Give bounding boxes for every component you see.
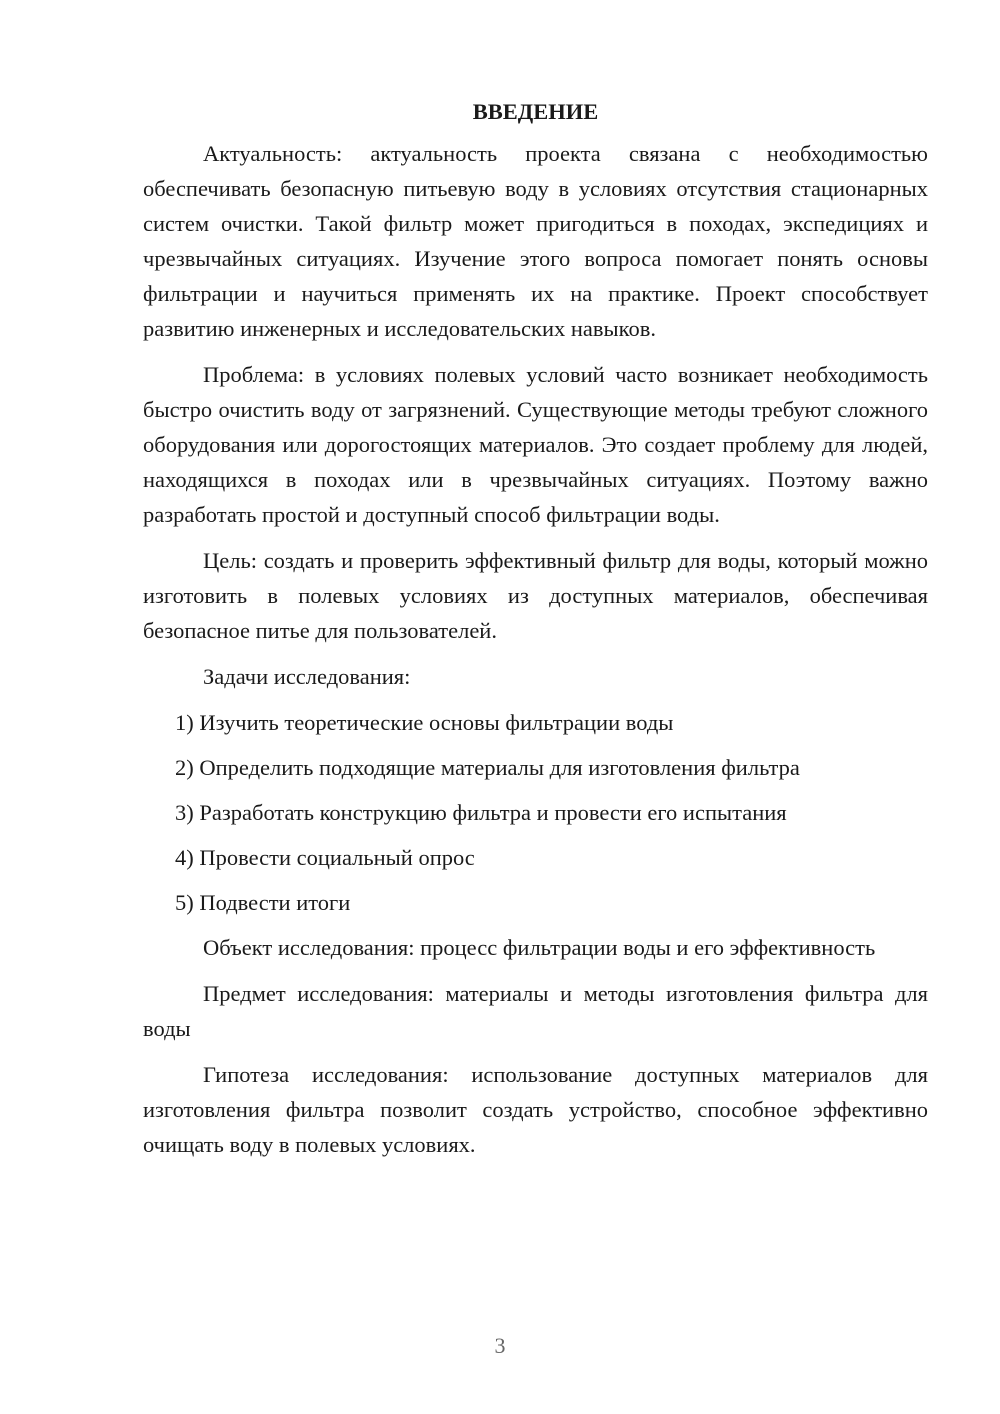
paragraph-problem: Проблема: в условиях полевых условий часто возникает необходимость быстро очистить воду от загрязнений. Существующие методы требуют сложного оборудования или дорогостоящих материалов. Это создает проблему для людей, находящихся в походах или в чрезвычайных ситуациях. Поэтому важно разработать простой и доступный способ фильтрации воды. bbox=[143, 362, 928, 527]
page-title: ВВЕДЕНИЕ bbox=[472, 99, 599, 124]
list-item: 4) Провести социальный опрос bbox=[175, 845, 475, 870]
paragraph-subject: Предмет исследования: материалы и методы изготовления фильтра для воды bbox=[143, 981, 928, 1041]
paragraph-goal: Цель: создать и проверить эффективный фильтр для воды, который можно изготовить в полевых условиях из доступных материалов, обеспечивая безопасное питье для пользователей. bbox=[143, 548, 928, 643]
tasks-heading: Задачи исследования: bbox=[203, 664, 411, 689]
paragraph-relevance: Актуальность: актуальность проекта связана с необходимостью обеспечивать безопасную питьевую воду в условиях отсутствия стационарных систем очистки. Такой фильтр может пригодиться в походах, экспедициях и чрезвычайных ситуациях. Изучение этого вопроса помогает понять основы фильтрации и научиться применять их на практике. Проект способствует развитию инженерных и исследовательских навыков. bbox=[143, 141, 928, 341]
paragraph-hypothesis: Гипотеза исследования: использование доступных материалов для изготовления фильтра позволит создать устройство, способное эффективно очищать воду в полевых условиях. bbox=[143, 1062, 928, 1157]
page-number: 3 bbox=[494, 1333, 506, 1358]
tasks-list-wrapper bbox=[143, 705, 928, 920]
list-item: 2) Определить подходящие материалы для изготовления фильтра bbox=[175, 755, 800, 780]
paragraph-object: Объект исследования: процесс фильтрации воды и его эффективность bbox=[203, 935, 876, 960]
list-item: 5) Подвести итоги bbox=[175, 890, 351, 915]
page-content bbox=[143, 94, 928, 1173]
list-item: 1) Изучить теоретические основы фильтрации воды bbox=[175, 710, 674, 735]
list-item: 3) Разработать конструкцию фильтра и провести его испытания bbox=[175, 800, 787, 825]
tasks-list bbox=[143, 705, 928, 920]
